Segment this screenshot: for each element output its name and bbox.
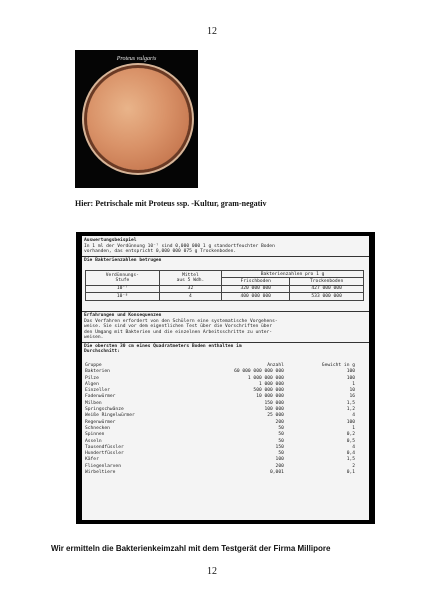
col-stage: Verdünnungs- Stufe [86, 271, 160, 286]
cell-weight: 1,5 [346, 457, 355, 463]
cell-weight: 4 [352, 444, 355, 450]
cell-count: 50 [278, 425, 284, 431]
cell-weight: 1,5 [346, 400, 355, 406]
example-heading: Auswertungsbeispiel [84, 238, 137, 243]
cell-count: 25 000 [267, 413, 284, 419]
cell-group: Weiße Ringelwürmer [85, 413, 135, 419]
cell-count: 1 000 000 [258, 381, 284, 387]
cell-weight: 1 [352, 381, 355, 387]
col-group: Gruppe [85, 363, 102, 368]
cell-weight: 1 [352, 425, 355, 431]
col-count: Anzahl [267, 363, 284, 368]
cell-count: 100 000 [264, 407, 284, 413]
divider [82, 311, 369, 312]
cell-count: 50 [278, 432, 284, 438]
cell-weight: 4 [352, 413, 355, 419]
cell-group: Asseln [85, 438, 102, 444]
cell-weight: 100 [346, 369, 355, 375]
cell-group: Wirbeltiere [85, 470, 116, 476]
photo-label: Proteus vulgaris [116, 56, 157, 62]
cell-count: 10 000 000 [256, 394, 284, 400]
photo-caption: Hier: Petrischale mit Proteus ssp. -Kultur, gram-negativ [75, 199, 267, 208]
cell-count: 60 000 000 000 000 [234, 369, 284, 375]
groups-heading: Die obersten 30 cm eines Quadratmeters Boden enthalten im Durchschnitt: [84, 344, 242, 355]
cell-count: 200 [275, 419, 284, 425]
col-weight: Gewicht in g [321, 363, 355, 368]
cell-count: 150 [275, 444, 284, 450]
cell-count: 50 [278, 438, 284, 444]
cell-dry: 533 000 000 [290, 293, 364, 300]
col-counts: Bakterienzahlen pro 1 g [222, 271, 364, 278]
cell-weight: 2 [352, 463, 355, 469]
cell-group: Algen [85, 381, 99, 387]
page-number-bottom: 12 [207, 566, 217, 577]
cell-group: Springschwänze [85, 407, 124, 413]
cell-fresh: 400 000 000 [222, 293, 290, 300]
bacteria-count-table [85, 270, 364, 301]
cell-stage: 10⁻⁸ [86, 293, 160, 300]
cell-group: Bakterien [85, 369, 110, 375]
cell-group: Milben [85, 400, 102, 406]
cell-count: 500 000 000 [253, 388, 284, 394]
scanned-page [82, 236, 369, 520]
cell-weight: 100 [346, 375, 355, 381]
cell-group: Spinnen [85, 432, 105, 438]
cell-group: Pilze [85, 375, 99, 381]
cell-count: 100 [275, 457, 284, 463]
page-number-top: 12 [207, 26, 217, 37]
cell-group: Hundertfüssler [85, 451, 124, 457]
cell-weight: 16 [349, 394, 355, 400]
divider [82, 256, 369, 257]
cell-weight: 100 [346, 419, 355, 425]
cell-weight: 10 [349, 388, 355, 394]
counts-heading: Die Bakterienzahlen betrugen [84, 258, 162, 263]
cell-group: Regenwürmer [85, 419, 116, 425]
cell-mean: 32 [159, 285, 221, 292]
cell-group: Fadenwürmer [85, 394, 116, 400]
table-row [86, 285, 364, 292]
soil-organism-table [85, 363, 365, 476]
cell-stage: 10⁻⁷ [86, 285, 160, 292]
cell-weight: 1,2 [346, 407, 355, 413]
cell-group: Tausendfüssler [85, 444, 124, 450]
scan-caption: Wir ermitteln die Bakterienkeimzahl mit dem Testgerät der Firma Millipore [51, 544, 331, 553]
cell-count: 0,001 [270, 470, 284, 476]
cell-group: Schnecken [85, 425, 110, 431]
petri-dish-image [87, 68, 189, 170]
cell-weight: 0,2 [346, 432, 355, 438]
table-row [86, 293, 364, 300]
cell-weight: 0,5 [346, 438, 355, 444]
cell-weight: 0,1 [346, 470, 355, 476]
example-text: In 1 ml der Verdünnung 10⁻⁷ sind 0,000 000 1 g standortfeuchter Boden vorhanden, das entspricht 0,000 000 075 g Trockenboden. [84, 244, 275, 255]
cell-mean: 4 [159, 293, 221, 300]
experience-text: Das Verfahren erfordert von den Schülern eine systematische Vorgehens- weise. Sie sind vor dem eigentlichen Test über die Vorschriften über den Umgang mit Bakterien und die einzelnen Arbeitsschritte zu unter- weisen. [84, 319, 278, 341]
divider [82, 342, 369, 343]
cell-dry: 427 000 000 [290, 285, 364, 292]
cell-count: 50 [278, 451, 284, 457]
cell-count: 150 000 [264, 400, 284, 406]
cell-count: 1 000 000 000 [247, 375, 284, 381]
cell-group: Einzeller [85, 388, 110, 394]
col-dry: Trockenboden [290, 278, 364, 285]
scanned-table-image [76, 232, 375, 524]
col-mean: Mittel aus 5 Wdh. [159, 271, 221, 286]
petri-dish-photo [75, 50, 198, 188]
table-row [85, 470, 365, 476]
experience-heading: Erfahrungen und Konsequenzen [84, 313, 162, 318]
cell-fresh: 320 000 000 [222, 285, 290, 292]
cell-group: Fliegenlarven [85, 463, 121, 469]
cell-group: Käfer [85, 457, 99, 463]
col-fresh: Frischboden [222, 278, 290, 285]
cell-weight: 0,4 [346, 451, 355, 457]
cell-count: 200 [275, 463, 284, 469]
